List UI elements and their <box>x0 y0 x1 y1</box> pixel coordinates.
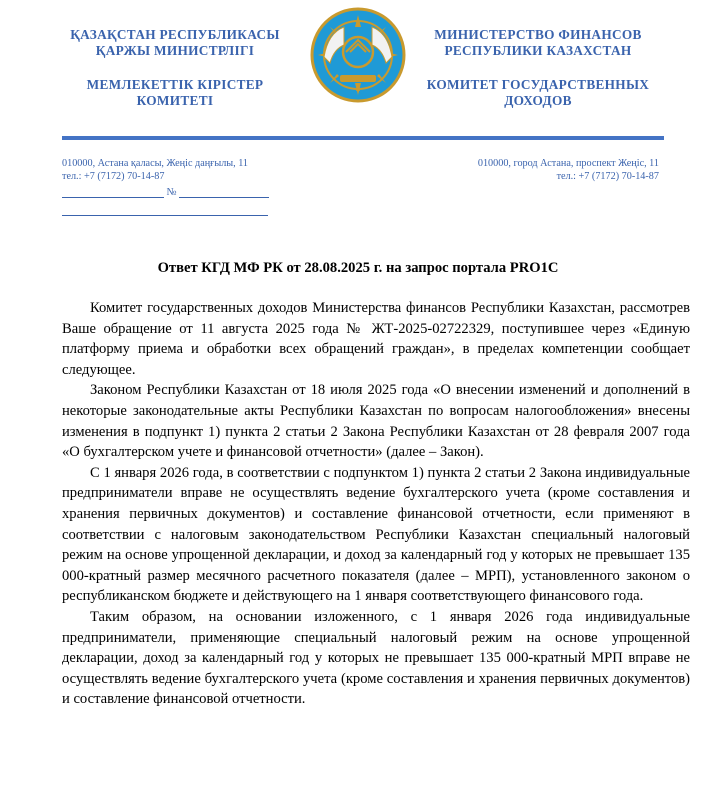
document-title: Ответ КГД МФ РК от 28.08.2025 г. на запрос портала PRO1C <box>157 260 559 276</box>
body-paragraph-3: С 1 января 2026 года, в соответствии с подпунктом 1) пункта 2 статьи 2 Закона индивидуальные предприниматели вправе не осуществлять ведение бухгалтерского учета (кроме составления и хранения первичных документов) и составление финансовой отчетности, если применяют в соответствии с налоговым законодательством Республики Казахстан специальный налоговый режим на основе упрощенной декларации, и доход за календарный год у которых не превышает 135 000-кратный размер месячного расчетного показателя (далее – МРП), установленного законом о республиканском бюджете и действующего на 1 января соответствующего финансового года. <box>62 464 690 605</box>
registration-number-blank <box>179 187 269 198</box>
body-paragraph-1: Комитет государственных доходов Министерства финансов Республики Казахстан, рассмотрев Ваше обращение от 11 августа 2025 года № ЖТ-2025-02722329, поступившее через «Единую платформу приема и обработки всех обращений граждан», в пределах компетенции сообщает следующее. <box>62 300 690 378</box>
header-divider <box>62 136 664 140</box>
address-right-line1: 010000, город Астана, проспект Жеңіс, 11 <box>477 158 659 169</box>
registration-date-line <box>62 205 268 216</box>
header-right-line1: МИНИСТЕРСТВО ФИНАНСОВ <box>434 27 642 42</box>
header-right-block <box>413 27 663 109</box>
address-right <box>478 157 659 183</box>
state-emblem-icon <box>310 7 406 103</box>
header-left-line4: КОМИТЕТІ <box>136 93 214 108</box>
registration-date-blank <box>62 205 268 216</box>
header-left-line3: МЕМЛЕКЕТТІК КІРІСТЕР <box>86 77 264 92</box>
address-left <box>62 157 248 183</box>
body-paragraph-2: Законом Республики Казахстан от 18 июля 2025 года «О внесении изменений и дополнений в некоторые законодательные акты Республики Казахстан по вопросам налогообложения» внесены изменения в подпункт 1) пункта 2 статьи 2 Закона Республики Казахстан от 28 февраля 2007 года «О бухгалтерском учете и финансовой отчетности» (далее – Закон). <box>62 382 690 461</box>
registration-blank <box>62 187 164 198</box>
header-left-line1: ҚАЗАҚСТАН РЕСПУБЛИКАСЫ <box>70 27 280 42</box>
header-right-line4: ДОХОДОВ <box>504 93 572 108</box>
header-left-line2: ҚАРЖЫ МИНИСТРЛІГІ <box>95 43 255 58</box>
registration-number-line <box>62 187 269 198</box>
header-right-line3: КОМИТЕТ ГОСУДАРСТВЕННЫХ <box>426 77 650 92</box>
body-paragraph-4: Таким образом, на основании изложенного, с 1 января 2026 года индивидуальные предприниматели, применяющие специальный налоговый режим на основе упрощенной декларации, доход за календарный год у которых не превышает 135 000-кратный МРП вправе не осуществлять ведение бухгалтерского учета (кроме составления и хранения первичных документов) и составление финансовой отчетности. <box>62 608 690 708</box>
header-left-block <box>50 27 300 109</box>
address-left-line1: 010000, Астана қаласы, Жеңіс даңғылы, 11 <box>62 158 249 169</box>
address-left-line2: тел.: +7 (7172) 70-14-87 <box>62 171 165 182</box>
address-right-line2: тел.: +7 (7172) 70-14-87 <box>556 171 659 182</box>
header-right-line2: РЕСПУБЛИКИ КАЗАХСТАН <box>444 43 632 58</box>
document-body <box>62 298 690 710</box>
number-sign: № <box>166 187 177 198</box>
